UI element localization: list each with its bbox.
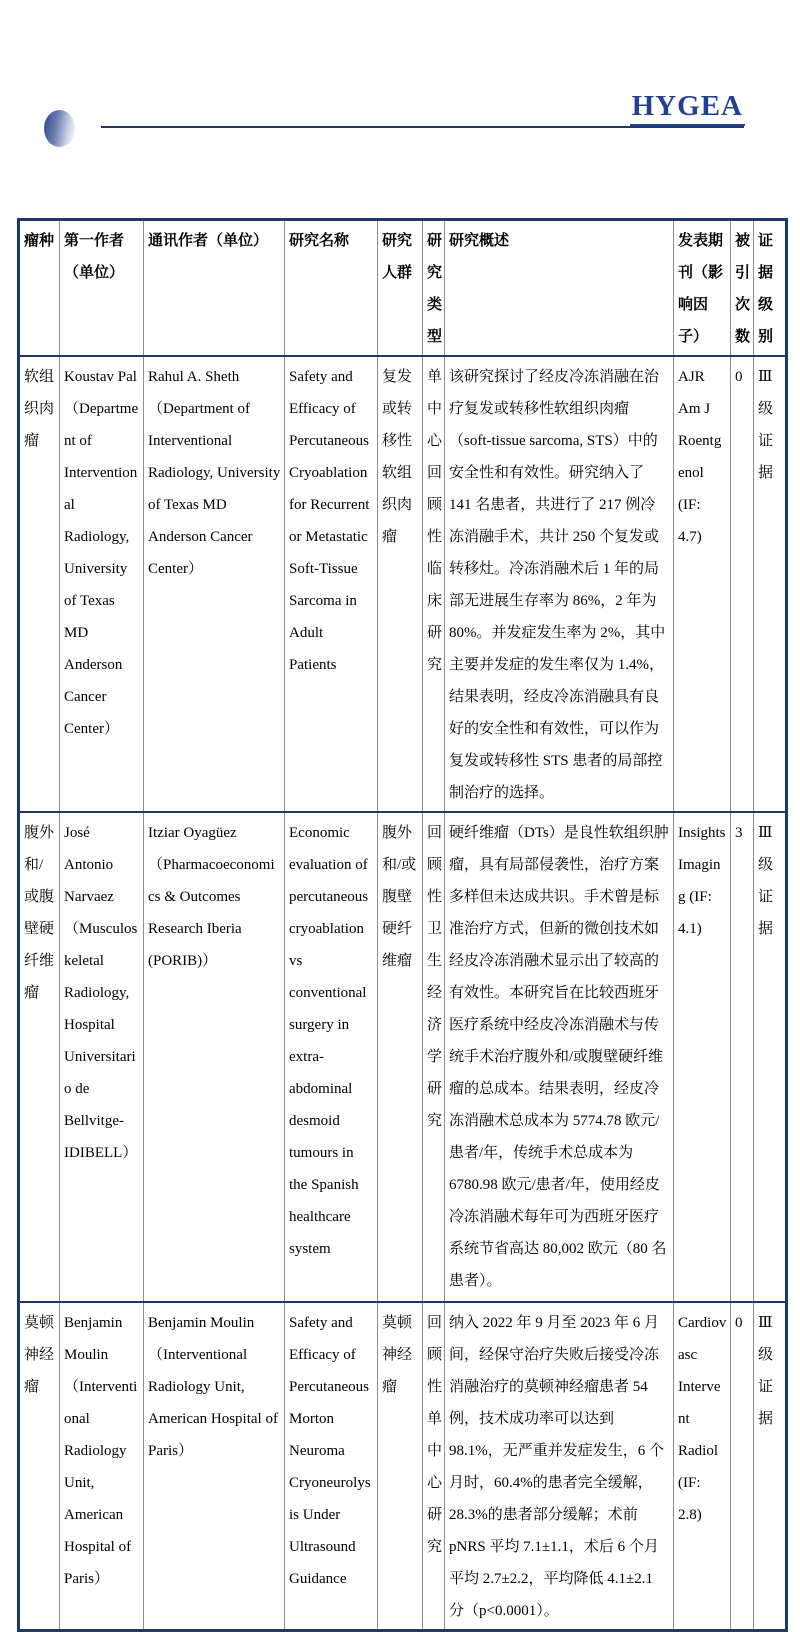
col-header-journal: 发表期刊（影响因子） — [674, 220, 731, 357]
cell-corresponding-author: Benjamin Moulin（Interventional Radiology Unit, American Hospital of Paris） — [144, 1302, 285, 1631]
header-divider — [101, 126, 744, 128]
letterhead — [0, 0, 800, 200]
cell-study-type: 回顾性单中心研究 — [423, 1302, 445, 1631]
cell-study-name: Safety and Efficacy of Percutaneous Cryoablation for Recurrent or Metastatic Soft-Tissue Sarcoma in Adult Patients — [285, 356, 378, 812]
cell-summary: 该研究探讨了经皮冷冻消融在治疗复发或转移性软组织肉瘤（soft-tissue sarcoma, STS）中的安全性和有效性。研究纳入了 141 名患者，共进行了 217 例冷冻消融手术，共计 250 个复发或转移灶。冷冻消融术后 1 年的局部无进展生存率为 86%，2 年为 80%。并发症发生率为 2%，其中主要并发症的发生率仅为 1.4%，结果表明，经皮冷冻消融具有良好的安全性和有效性，可以作为复发或转移性 STS 患者的局部控制治疗的选择。 — [445, 356, 674, 812]
logo-sphere-icon — [44, 110, 75, 147]
cell-corresponding-author: Itziar Oyagüez（Pharmacoeconomics & Outcomes Research Iberia (PORIB)） — [144, 812, 285, 1302]
cell-citations: 0 — [731, 1302, 754, 1631]
cell-population: 腹外和/或腹壁硬纤维瘤 — [378, 812, 423, 1302]
cell-tumor-type: 莫顿神经瘤 — [19, 1302, 60, 1631]
cell-summary: 纳入 2022 年 9 月至 2023 年 6 月间，经保守治疗失败后接受冷冻消融治疗的莫顿神经瘤患者 54 例，技术成功率可以达到 98.1%，无严重并发症发生，6 个月时，60.4%的患者完全缓解，28.3%的患者部分缓解；术前 pNRS 平均 7.1±1.1，术后 6 个月平均 2.7±2.2，平均降低 4.1±2.1 分（p<0.0001）。 — [445, 1302, 674, 1631]
cell-first-author: Koustav Pal（Department of Interventional Radiology, University of Texas MD Anderson Cancer Center） — [60, 356, 144, 812]
col-header-summary: 研究概述 — [445, 220, 674, 357]
col-header-tumor-type: 瘤种 — [19, 220, 60, 357]
col-header-population: 研究人群 — [378, 220, 423, 357]
cell-study-type: 回顾性卫生经济学研究 — [423, 812, 445, 1302]
col-header-citations: 被引次数 — [731, 220, 754, 357]
cell-population: 复发或转移性软组织肉瘤 — [378, 356, 423, 812]
cell-first-author: Benjamin Moulin（Interventional Radiology Unit, American Hospital of Paris） — [60, 1302, 144, 1631]
cell-journal: Insights Imaging (IF: 4.1) — [674, 812, 731, 1302]
table-row — [19, 356, 787, 812]
table-row — [19, 812, 787, 1302]
cell-summary: 硬纤维瘤（DTs）是良性软组织肿瘤，具有局部侵袭性，治疗方案多样但未达成共识。手术曾是标准治疗方式，但新的微创技术如经皮冷冻消融术显示出了较高的有效性。本研究旨在比较西班牙医疗系统中经皮冷冻消融术与传统手术治疗腹外和/或腹壁硬纤维瘤的总成本。结果表明，经皮冷冻消融术总成本为 5774.78 欧元/患者/年，传统手术总成本为 6780.98 欧元/患者/年，使用经皮冷冻消融术每年可为西班牙医疗系统节省高达 80,002 欧元（80 名患者）。 — [445, 812, 674, 1302]
cell-journal: AJR Am J Roentgenol (IF: 4.7) — [674, 356, 731, 812]
cell-evidence-level: Ⅲ级证据 — [754, 812, 787, 1302]
col-header-corresponding-author: 通讯作者（单位） — [144, 220, 285, 357]
table-row — [19, 1302, 787, 1631]
cell-journal: Cardiovasc Intervent Radiol (IF: 2.8) — [674, 1302, 731, 1631]
cell-evidence-level: Ⅲ级证据 — [754, 356, 787, 812]
cell-population: 莫顿神经瘤 — [378, 1302, 423, 1631]
cell-first-author: José Antonio Narvaez（Musculoskeletal Radiology, Hospital Universitario de Bellvitge-IDIBELL） — [60, 812, 144, 1302]
cell-tumor-type: 软组织肉瘤 — [19, 356, 60, 812]
cell-corresponding-author: Rahul A. Sheth（Department of Interventional Radiology, University of Texas MD Anderson Cancer Center） — [144, 356, 285, 812]
cell-evidence-level: Ⅲ级证据 — [754, 1302, 787, 1631]
cell-citations: 3 — [731, 812, 754, 1302]
cell-study-name: Safety and Efficacy of Percutaneous Morton Neuroma Cryoneurolysis Under Ultrasound Guidance — [285, 1302, 378, 1631]
col-header-evidence-level: 证据级别 — [754, 220, 787, 357]
cell-tumor-type: 腹外和/或腹壁硬纤维瘤 — [19, 812, 60, 1302]
brand-logo-text: HYGEA — [630, 90, 745, 126]
cell-citations: 0 — [731, 356, 754, 812]
cell-study-type: 单中心回顾性临床研究 — [423, 356, 445, 812]
studies-table — [17, 218, 788, 1632]
col-header-study-name: 研究名称 — [285, 220, 378, 357]
table-header-row — [19, 220, 787, 357]
col-header-study-type: 研究类型 — [423, 220, 445, 357]
col-header-first-author: 第一作者（单位） — [60, 220, 144, 357]
cell-study-name: Economic evaluation of percutaneous cryoablation vs conventional surgery in extra-abdominal desmoid tumours in the Spanish healthcare system — [285, 812, 378, 1302]
